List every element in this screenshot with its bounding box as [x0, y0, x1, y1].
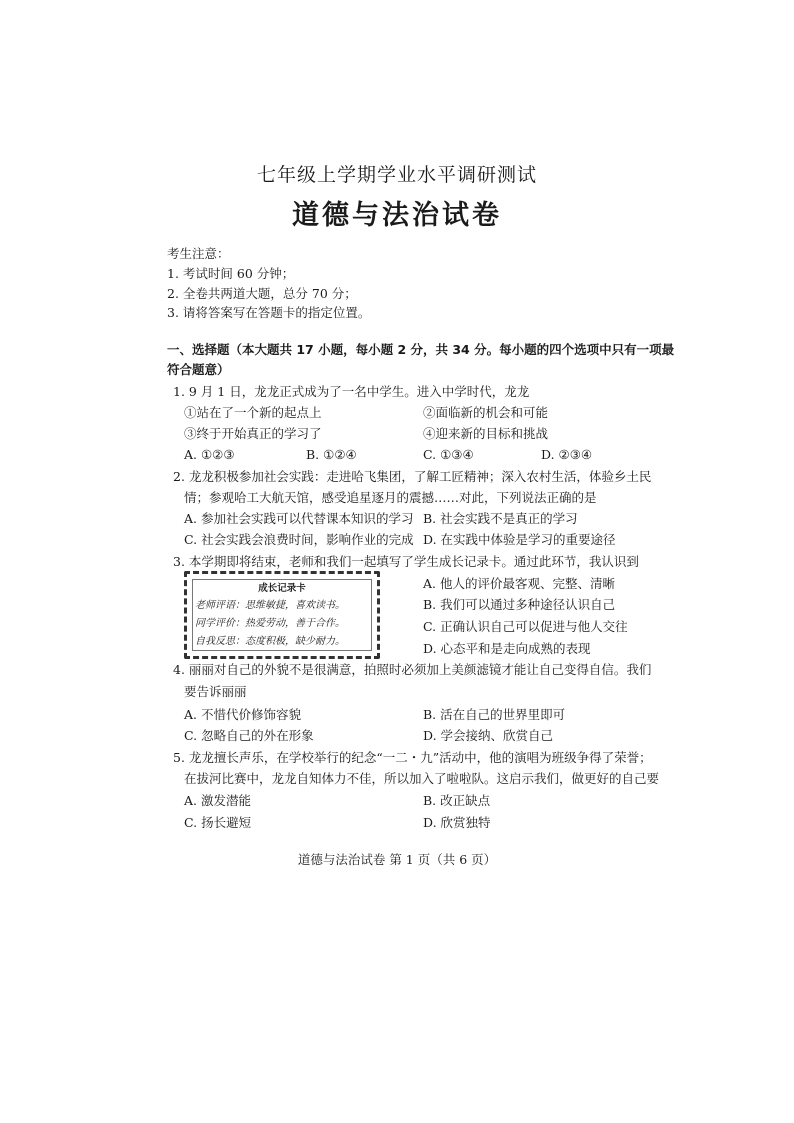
question-4-stem-cont: 要告诉丽丽 — [184, 684, 247, 699]
q5-option-b: B. 改正缺点 — [423, 793, 491, 808]
q1-option-d: D. ②③④ — [541, 447, 593, 462]
q2-option-c: C. 社会实践会浪费时间，影响作业的完成 — [184, 532, 414, 547]
question-2-stem: 2. 龙龙积极参加社会实践：走进哈飞集团，了解工匠精神；深入农村生活，体验乡土民 — [173, 469, 652, 484]
q4-option-a: A. 不惜代价修饰容貌 — [184, 707, 301, 722]
page-footer: 道德与法治试卷 第 1 页（共 6 页） — [297, 852, 497, 867]
question-5-stem: 5. 龙龙擅长声乐，在学校举行的纪念“一二・九”活动中，他的演唱为班级争得了荣誉； — [173, 750, 652, 765]
question-2-stem-cont: 情；参观哈工大航天馆，感受追星逐月的震撼……对此，下列说法正确的是 — [184, 490, 597, 505]
q2-option-a: A. 参加社会实践可以代替课本知识的学习 — [184, 511, 414, 526]
notice-item: 1. 考试时间 60 分钟； — [167, 266, 295, 281]
q1-option-b: B. ①②④ — [306, 447, 357, 462]
growth-record-card — [184, 571, 380, 659]
q2-option-b: B. 社会实践不是真正的学习 — [423, 511, 578, 526]
notice-item: 3. 请将答案写在答题卡的指定位置。 — [167, 305, 371, 320]
card-peer-comment: 同学评价：热爱劳动，善于合作。 — [195, 618, 345, 629]
q4-option-c: C. 忽略自己的外在形象 — [184, 728, 314, 743]
question-4-stem: 4. 丽丽对自己的外貌不是很满意，拍照时必须加上美颜滤镜才能让自己变得自信。我们 — [173, 662, 652, 677]
q1-option-a: A. ①②③ — [184, 447, 235, 462]
notice-item: 2. 全卷共两道大题，总分 70 分； — [167, 286, 357, 301]
section-heading-cont: 符合题意） — [167, 362, 230, 377]
q1-statement: ③终于开始真正的学习了 — [184, 426, 322, 441]
card-self-reflection: 自我反思：态度积极，缺少耐力。 — [195, 636, 345, 647]
q5-option-d: D. 欣赏独特 — [423, 815, 491, 830]
card-title: 成长记录卡 — [258, 583, 306, 594]
q1-option-c: C. ①③④ — [423, 447, 474, 462]
q4-option-d: D. 学会接纳、欣赏自己 — [423, 728, 554, 743]
q5-option-a: A. 激发潜能 — [184, 793, 251, 808]
exam-subtitle: 七年级上学期学业水平调研测试 — [256, 164, 537, 186]
q1-statement: ①站在了一个新的起点上 — [184, 405, 322, 420]
q1-statement: ④迎来新的目标和挑战 — [423, 426, 549, 441]
card-teacher-comment: 老师评语：思维敏捷，喜欢读书。 — [195, 600, 345, 611]
question-3-stem: 3. 本学期即将结束，老师和我们一起填写了学生成长记录卡。通过此环节，我认识到 — [173, 554, 639, 569]
exam-title: 道德与法治试卷 — [292, 200, 502, 231]
q3-option-d: D. 心态平和是走向成熟的表现 — [423, 641, 591, 656]
section-heading: 一、选择题（本大题共 17 小题，每小题 2 分，共 34 分。每小题的四个选项中只有一项最 — [167, 342, 675, 357]
q3-option-a: A. 他人的评价最客观、完整、清晰 — [423, 576, 615, 591]
q3-option-c: C. 正确认识自己可以促进与他人交往 — [423, 619, 628, 634]
question-1-stem: 1. 9 月 1 日，龙龙正式成为了一名中学生。进入中学时代，龙龙 — [173, 384, 530, 399]
q2-option-d: D. 在实践中体验是学习的重要途径 — [423, 532, 616, 547]
q4-option-b: B. 活在自己的世界里即可 — [423, 707, 566, 722]
q1-statement: ②面临新的机会和可能 — [423, 405, 549, 420]
question-5-stem-cont: 在拔河比赛中，龙龙自知体力不佳，所以加入了啦啦队。这启示我们，做更好的自己要 — [184, 771, 660, 786]
notice-heading: 考生注意： — [167, 246, 230, 261]
q3-option-b: B. 我们可以通过多种途径认识自己 — [423, 597, 616, 612]
q5-option-c: C. 扬长避短 — [184, 815, 252, 830]
